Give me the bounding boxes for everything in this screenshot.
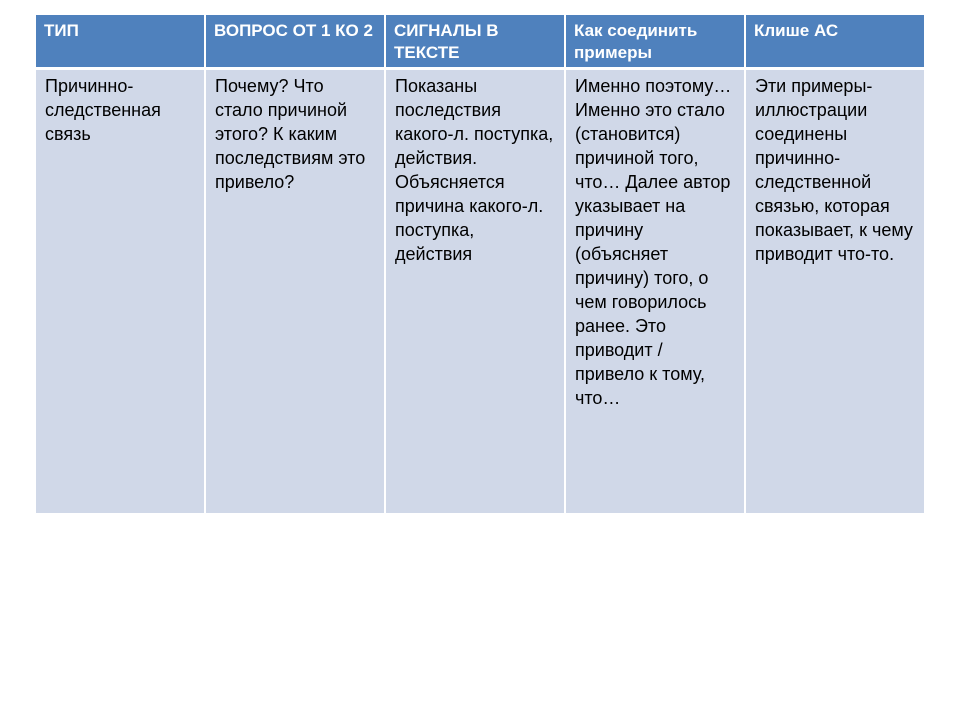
comparison-table bbox=[36, 15, 924, 513]
header-how-to-connect: Как соединить примеры bbox=[565, 15, 745, 69]
cell-cliche bbox=[745, 69, 924, 513]
cell-signals bbox=[385, 69, 565, 513]
header-type: ТИП bbox=[36, 15, 205, 69]
header-question: ВОПРОС ОТ 1 КО 2 bbox=[205, 15, 385, 69]
table-row bbox=[36, 69, 924, 513]
cell-how-to-connect bbox=[565, 69, 745, 513]
cell-type-text: Причинно-следственная связь bbox=[45, 76, 161, 144]
cell-cliche-text: Эти примеры-иллюстрации соединены причинно-следственной связью, которая показывает, к чему приводит что-то. bbox=[755, 76, 913, 264]
cell-how-to-connect-text: Именно поэтому… Именно это стало (становится) причиной того, что… Далее автор указывает на причину (объясняет причину) того, о чем говорилось ранее. Это приводит / привело к тому, что… bbox=[575, 76, 732, 408]
header-cliche: Клише АС bbox=[745, 15, 924, 69]
cell-type bbox=[36, 69, 205, 513]
cell-signals-text: Показаны последствия какого-л. поступка, действия. Объясняется причина какого-л. поступка, действия bbox=[395, 76, 554, 264]
cell-question-text: Почему? Что стало причиной этого? К каким последствиям это привело? bbox=[215, 76, 366, 192]
cell-question bbox=[205, 69, 385, 513]
table-header-row bbox=[36, 15, 924, 69]
header-signals: СИГНАЛЫ В ТЕКСТЕ bbox=[385, 15, 565, 69]
